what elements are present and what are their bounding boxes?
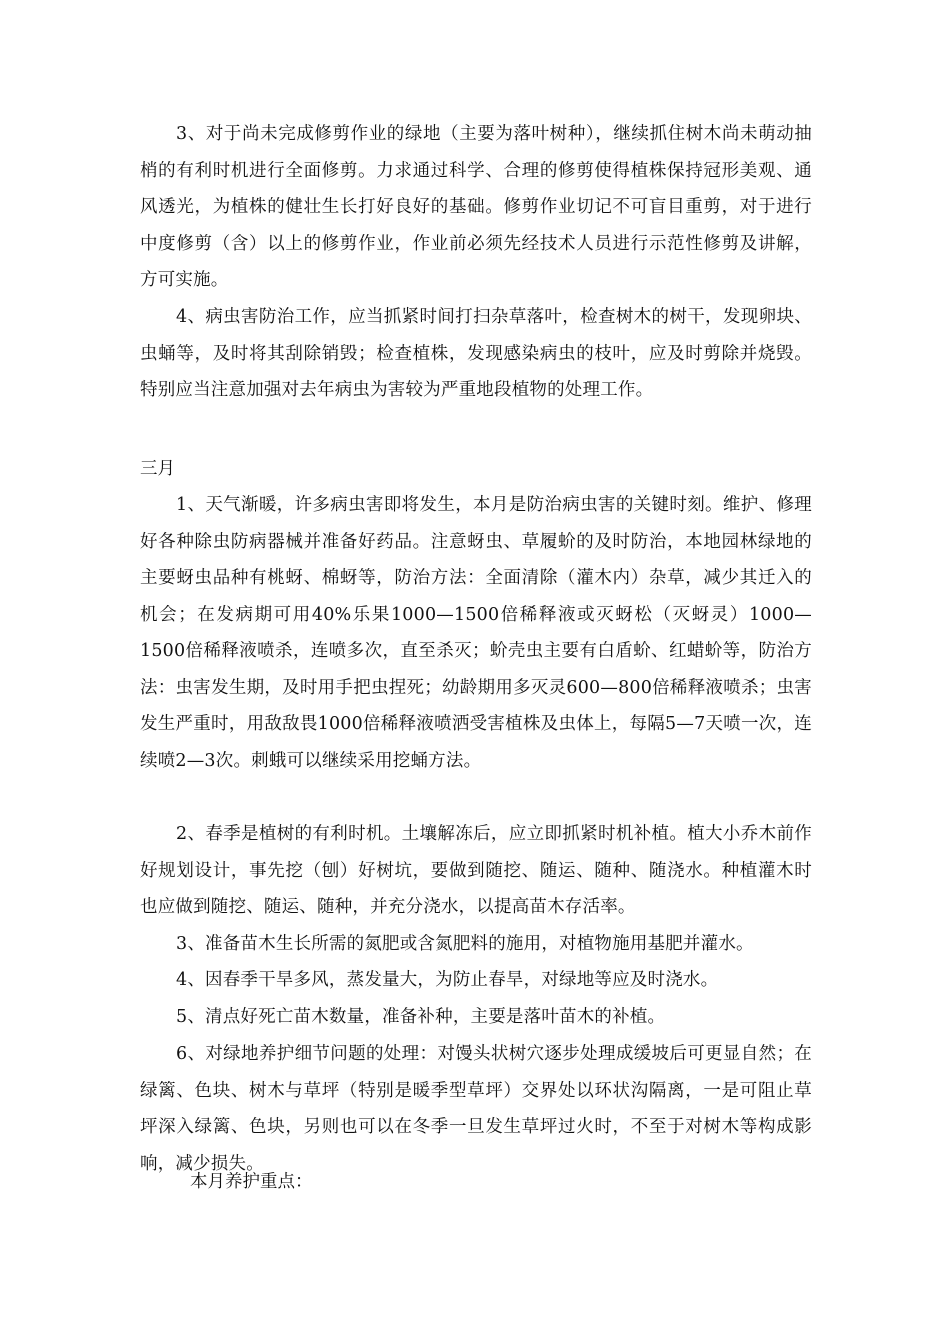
- paragraph-march-4: 4、因春季干旱多风，蒸发量大，为防止春旱，对绿地等应及时浇水。: [176, 970, 719, 990]
- paragraph-march-6: 6、对绿地养护细节问题的处理：对馒头状树穴逐步处理成缓坡后可更显自然；在绿篱、色块、树木与草坪（特别是暖季型草坪）交界处以环状沟隔离，一是可阻止草坪深入绿篱、色块，另则也可以在冬季一旦发生草坪过火时，不至于对树木等构成影响，减少损失。: [140, 1044, 812, 1174]
- paragraph-pest-control: 4、病虫害防治工作，应当抓紧时间打扫杂草落叶，检查树木的树干，发现卵块、虫蛹等，及时将其刮除销毁；检查植株，发现感染病虫的枝叶，应及时剪除并烧毁。特别应当注意加强对去年病虫为害较为严重地段植物的处理工作。: [140, 307, 812, 400]
- paragraph-march-1: 1、天气渐暖，许多病虫害即将发生，本月是防治病虫害的关键时刻。维护、修理好各种除虫防病器械并准备好药品。注意蚜虫、草履蚧的及时防治，本地园林绿地的主要蚜虫品种有桃蚜、棉蚜等，防治方法：全面清除（灌木内）杂草，减少其迁入的机会；在发病期可用40%乐果1000—1500倍稀释液或灭蚜松（灭蚜灵）1000—1500倍稀释液喷杀，连喷多次，直至杀灭；蚧壳虫主要有白盾蚧、红蜡蚧等，防治方法：虫害发生期，及时用手把虫捏死；幼龄期用多灭灵600—800倍稀释液喷杀；虫害发生严重时，用敌敌畏1000倍稀释液喷洒受害植株及虫体上，每隔5—7天喷一次，连续喷2—3次。刺蛾可以继续采用挖蛹方法。: [140, 495, 812, 771]
- paragraph-march-3: 3、准备苗木生长所需的氮肥或含氮肥料的施用，对植物施用基肥并灌水。: [176, 934, 754, 954]
- section-heading-march: 三月: [140, 459, 175, 479]
- paragraph-pruning: 3、对于尚未完成修剪作业的绿地（主要为落叶树种），继续抓住树木尚未萌动抽梢的有利时机进行全面修剪。力求通过科学、合理的修剪使得植株保持冠形美观、通风透光，为植株的健壮生长打好良好的基础。修剪作业切记不可盲目重剪，对于进行中度修剪（含）以上的修剪作业，作业前必须先经技术人员进行示范性修剪及讲解，方可实施。: [140, 124, 812, 290]
- paragraph-march-5: 5、清点好死亡苗木数量，准备补种，主要是落叶苗木的补植。: [176, 1007, 666, 1027]
- paragraph-march-2: 2、春季是植树的有利时机。土壤解冻后，应立即抓紧时机补植。植大小乔木前作好规划设计，事先挖（刨）好树坑，要做到随挖、随运、随种、随浇水。种植灌木时也应做到随挖、随运、随种，并充分浇水，以提高苗木存活率。: [140, 824, 812, 917]
- key-points-label: 本月养护重点：: [190, 1172, 313, 1192]
